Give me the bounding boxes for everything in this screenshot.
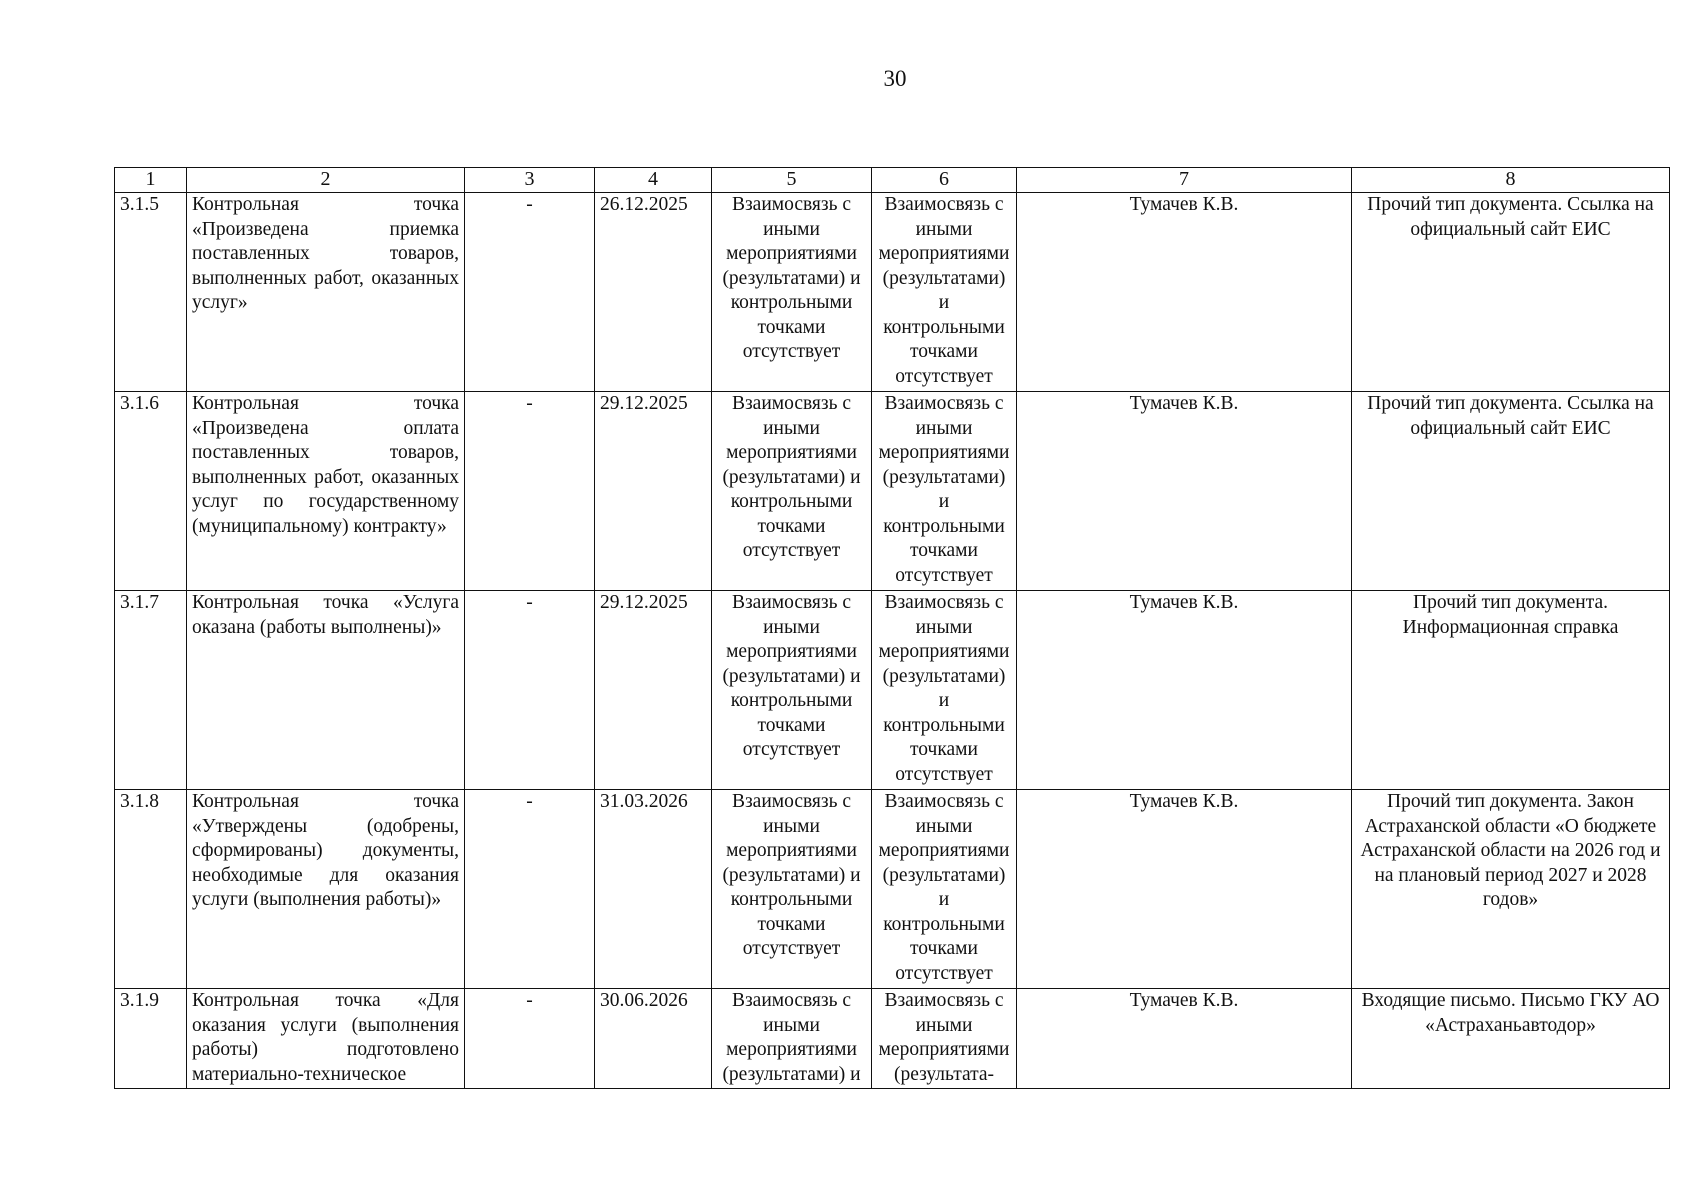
relation-col5: Взаимосвязь с иными мероприятиями (результатами) и контрольными точками отсутствует bbox=[712, 790, 872, 989]
column-header: 8 bbox=[1352, 168, 1670, 193]
control-point-name: Контрольная точка «Для оказания услуги (выполнения работы) подготовлено материально-техническое bbox=[187, 989, 465, 1089]
table-row bbox=[115, 790, 1670, 989]
row-number: 3.1.6 bbox=[115, 392, 187, 591]
responsible-person: Тумачев К.В. bbox=[1017, 790, 1352, 989]
column-3-value: - bbox=[465, 790, 595, 989]
control-point-name: Контрольная точка «Утверждены (одобрены, сформированы) документы, необходимые для оказания услуги (выполнения работы)» bbox=[187, 790, 465, 989]
confirming-document: Прочий тип документа. Ссылка на официальный сайт ЕИС bbox=[1352, 392, 1670, 591]
column-header: 5 bbox=[712, 168, 872, 193]
relation-col5: Взаимосвязь с иными мероприятиями (результатами) и bbox=[712, 989, 872, 1089]
relation-col6: Взаимосвязь с иными мероприятиями (результатами) и контрольными точками отсутствует bbox=[872, 392, 1017, 591]
page-number: 30 bbox=[883, 66, 907, 91]
responsible-person: Тумачев К.В. bbox=[1017, 193, 1352, 392]
table-row bbox=[115, 193, 1670, 392]
relation-col6: Взаимосвязь с иными мероприятиями (результатами) и контрольными точками отсутствует bbox=[872, 790, 1017, 989]
column-header: 3 bbox=[465, 168, 595, 193]
column-3-value: - bbox=[465, 989, 595, 1089]
relation-col5: Взаимосвязь с иными мероприятиями (результатами) и контрольными точками отсутствует bbox=[712, 392, 872, 591]
relation-col6: Взаимосвязь с иными мероприятиями (результата- bbox=[872, 989, 1017, 1089]
control-point-name: Контрольная точка «Услуга оказана (работы выполнены)» bbox=[187, 591, 465, 790]
column-header: 4 bbox=[595, 168, 712, 193]
column-header: 2 bbox=[187, 168, 465, 193]
relation-col6: Взаимосвязь с иными мероприятиями (результатами) и контрольными точками отсутствует bbox=[872, 591, 1017, 790]
column-header: 1 bbox=[115, 168, 187, 193]
row-number: 3.1.7 bbox=[115, 591, 187, 790]
column-3-value: - bbox=[465, 193, 595, 392]
relation-col5: Взаимосвязь с иными мероприятиями (результатами) и контрольными точками отсутствует bbox=[712, 591, 872, 790]
column-3-value: - bbox=[465, 392, 595, 591]
row-number: 3.1.9 bbox=[115, 989, 187, 1089]
column-header: 6 bbox=[872, 168, 1017, 193]
row-number: 3.1.8 bbox=[115, 790, 187, 989]
responsible-person: Тумачев К.В. bbox=[1017, 989, 1352, 1089]
table-row bbox=[115, 989, 1670, 1089]
control-point-name: Контрольная точка «Произведена оплата поставленных товаров, выполненных работ, оказанных услуг по государственному (муниципальному) контракту» bbox=[187, 392, 465, 591]
due-date: 26.12.2025 bbox=[595, 193, 712, 392]
column-header: 7 bbox=[1017, 168, 1352, 193]
confirming-document: Прочий тип документа. Информационная справка bbox=[1352, 591, 1670, 790]
row-number: 3.1.5 bbox=[115, 193, 187, 392]
due-date: 29.12.2025 bbox=[595, 392, 712, 591]
control-points-table bbox=[114, 167, 1670, 1089]
table-row bbox=[115, 591, 1670, 790]
responsible-person: Тумачев К.В. bbox=[1017, 392, 1352, 591]
due-date: 29.12.2025 bbox=[595, 591, 712, 790]
confirming-document: Входящие письмо. Письмо ГКУ АО «Астраханьавтодор» bbox=[1352, 989, 1670, 1089]
relation-col5: Взаимосвязь с иными мероприятиями (результатами) и контрольными точками отсутствует bbox=[712, 193, 872, 392]
confirming-document: Прочий тип документа. Ссылка на официальный сайт ЕИС bbox=[1352, 193, 1670, 392]
column-3-value: - bbox=[465, 591, 595, 790]
header-row bbox=[115, 168, 1670, 193]
due-date: 30.06.2026 bbox=[595, 989, 712, 1089]
table-row bbox=[115, 392, 1670, 591]
control-point-name: Контрольная точка «Произведена приемка поставленных товаров, выполненных работ, оказанных услуг» bbox=[187, 193, 465, 392]
confirming-document: Прочий тип документа. Закон Астраханской области «О бюджете Астраханской области на 2026 год и на плановый период 2027 и 2028 годов» bbox=[1352, 790, 1670, 989]
relation-col6: Взаимосвязь с иными мероприятиями (результатами) и контрольными точками отсутствует bbox=[872, 193, 1017, 392]
due-date: 31.03.2026 bbox=[595, 790, 712, 989]
responsible-person: Тумачев К.В. bbox=[1017, 591, 1352, 790]
